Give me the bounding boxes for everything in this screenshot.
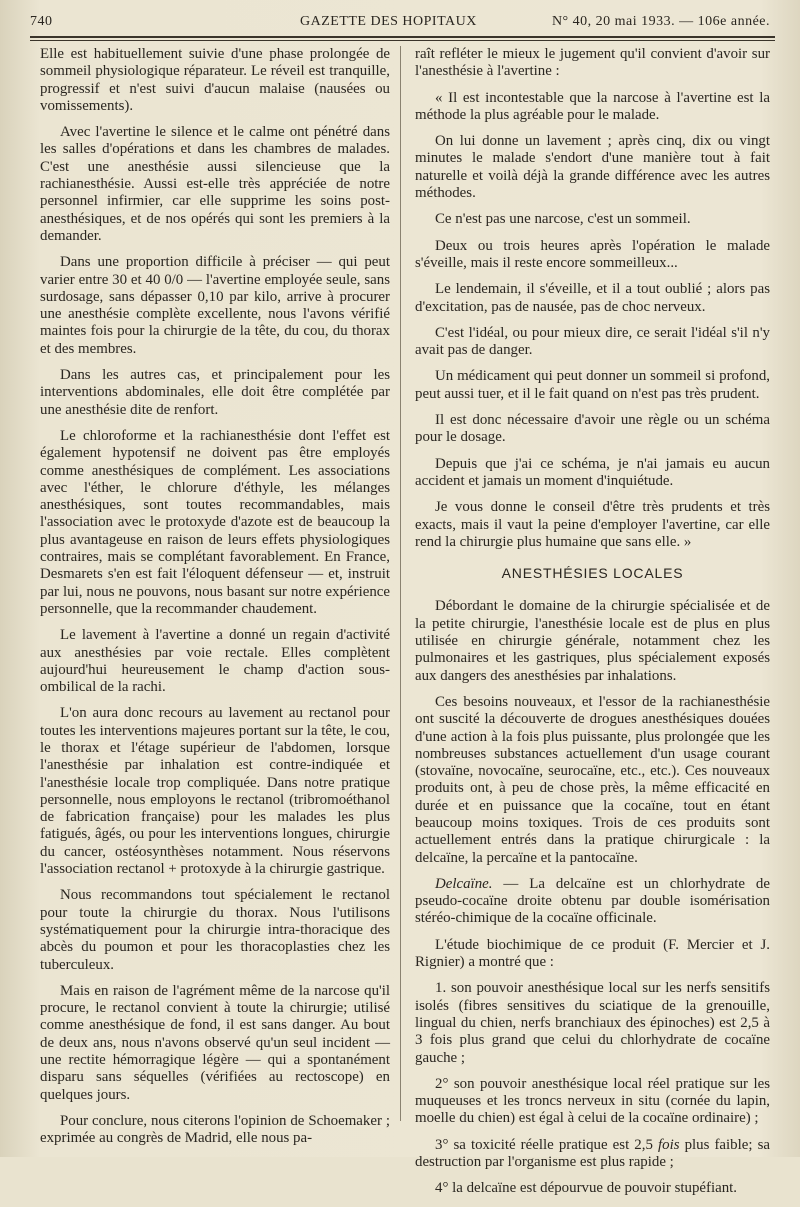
list-item	[415, 1137, 770, 1172]
list-item: 1. son pouvoir anesthésique local sur les nerfs sensitifs isolés (fibres sensitives du sciatique de la grenouille, lingual du chien, nerfs branchiaux des épinoches) est 2,5 à 3 fois plus grand que celui du chlorhydrate de cocaïne gauche ;	[415, 980, 770, 1066]
paragraph: raît refléter le mieux le jugement qu'il convient d'avoir sur l'anesthésie à l'avertine :	[415, 46, 770, 80]
column-separator	[400, 46, 401, 1121]
quote-paragraph: Le lendemain, il s'éveille, et il a tout oublié ; alors pas d'excitation, pas de nausée, pas de choc nerveux.	[415, 281, 770, 315]
quote-paragraph: Deux ou trois heures après l'opération le malade s'éveille, mais il reste encore sommeilleux...	[415, 237, 770, 271]
paragraph: Le chloroforme et la rachianesthésie dont l'effet est également hypotensif ne doivent pas être employés comme anesthésiques de complément. Les associations avec l'éther, le chlorure d'éthyle, les mélanges anesthésiques, sont toutes recommandables, mais l'association avec le protoxyde d'azote est de beaucoup la plus avantageuse en raison de leurs effets physiologiques contraires, mais se complétant favorablement. En France, Desmarets s'en est fait l'éloquent défenseur — et, instruit par lui, nous ne pouvons, nous basant sur notre expérience personnelle, que la recommander chaudement.	[40, 427, 390, 617]
paragraph: Dans les autres cas, et principalement pour les interventions abdominales, elle doit être complétée par une anesthésie dite de renfort.	[40, 367, 390, 418]
header-rule-thick	[30, 36, 775, 38]
toxicity-rest: plus faible; sa destruction par l'organisme est plus rapide ;	[415, 1136, 770, 1171]
quote-paragraph: On lui donne un lavement ; après cinq, dix ou vingt minutes le malade s'endort d'une manière tout à fait naturelle et voilà déjà la grande différence avec les autres méthodes.	[415, 133, 770, 202]
toxicity-lead: 3° sa toxicité réelle pratique est 2,5	[435, 1136, 658, 1153]
right-column	[415, 46, 770, 1207]
page-header	[30, 10, 770, 34]
quote-paragraph: Un médicament qui peut donner un sommeil si profond, peut aussi tuer, et il le fait quand on n'est pas très prudent.	[415, 368, 770, 402]
quote-paragraph: « Il est incontestable que la narcose à l'avertine est la méthode la plus agréable pour le malade.	[415, 89, 770, 123]
paragraph: Mais en raison de l'agrément même de la narcose qu'il procure, le rectanol convient à toute la chirurgie; utilisé comme anesthésique de fond, il est sans danger. Au bout de deux ans, nous n'avons observé qu'un seul incident — une rectite hémorragique légère — qui a spontanément disparu sans séquelles (vérifiées au rectoscope) en quelques jours.	[40, 982, 390, 1103]
left-column	[40, 46, 390, 1157]
paragraph: Avec l'avertine le silence et le calme ont pénétré dans les salles d'opérations et dans les chambres de malades. C'est une anesthésie aussi silencieuse que la rachianesthésie. Aussi est-elle très appréciée de notre personnel infirmier, car elle supprime les soins post-anesthésiques, et de nos opérés qui sont les premiers à la demander.	[40, 124, 390, 244]
paragraph: Elle est habituellement suivie d'une phase prolongée de sommeil physiologique réparateur. Le réveil est tranquille, progressif et n'est suivi d'aucun malaise (nausées ou vomissements).	[40, 46, 390, 114]
paragraph: Nous recommandons tout spécialement le rectanol pour toute la chirurgie du thorax. Nous l'utilisons systématiquement pour la chirurgie intra-thoracique des abcès du poumon et pour les thoracoplasties chez les tuberculeux.	[40, 887, 390, 973]
paragraph: Le lavement à l'avertine a donné un regain d'activité aux anesthésies par voie rectale. Elles complètent aujourd'hui heureusement le champ d'action sous-ombilical de la rachi.	[40, 627, 390, 696]
quote-paragraph: Depuis que j'ai ce schéma, je n'ai jamais eu aucun accident et jamais un moment d'inquiétude.	[415, 455, 770, 489]
quote-paragraph: Je vous donne le conseil d'être très prudents et très exacts, mais il vaut la peine d'employer l'avertine, car elle rend la chirurgie plus humaine que sans elle. »	[415, 499, 770, 550]
paragraph: Ces besoins nouveaux, et l'essor de la rachianesthésie ont suscité la découverte de drogues anesthésiques douées d'une action à la fois plus puissante, plus prolongée que les nombreuses substances actuellement d'un usage courant (stovaïne, novocaïne, seurocaïne, etc., etc.). Ces nouveaux produits ont, à peu de chose près, la même efficacité en durée et en puissance que la cocaïne, tout en étant beaucoup moins toxiques. Trois de ces produits sont actuellement entrés dans la pratique chirurgicale : la delcaïne, la percaïne et la pantocaïne.	[415, 693, 770, 866]
issue-info: N° 40, 20 mai 1933. — 106e année.	[551, 14, 770, 29]
section-heading: ANESTHÉSIES LOCALES	[501, 565, 684, 582]
list-item: 2° son pouvoir anesthésique local réel pratique sur les muqueuses et les troncs nerveux in situ (cornée du lapin, moelle du chien) est égal à celui de la cocaïne ordinaire) ;	[415, 1075, 770, 1127]
list-item: 4° la delcaïne est dépourvue de pouvoir stupéfiant.	[435, 1180, 738, 1197]
paragraph: L'étude biochimique de ce produit (F. Mercier et J. Rignier) a montré que :	[415, 936, 770, 971]
delcaine-term: Delcaïne.	[435, 875, 493, 892]
paragraph: L'on aura donc recours au lavement au rectanol pour toutes les interventions majeures portant sur la tête, le cou, le thorax et l'étage supérieur de l'abdomen, lorsque l'anesthésie par inhalation est contre-indiquée et l'anesthésie locale trop compliquée. Dans notre pratique personnelle, nous employons le rectanol (tribromoéthanol de fabrication française) pour les malades les plus fatigués, âgés, ou pour les interventions longues, chirurgie du cancer, ostéosynthèses notamment. Nous réservons l'association rectanol + protoxyde à la chirurgie gastrique.	[40, 705, 390, 878]
page-number: 740	[30, 14, 53, 29]
delcaine-paragraph	[415, 876, 770, 928]
quote-paragraph: Ce n'est pas une narcose, c'est un sommeil.	[435, 211, 691, 228]
toxicity-fois: fois	[657, 1136, 680, 1153]
journal-title: GAZETTE DES HOPITAUX	[300, 14, 477, 29]
paragraph: Dans une proportion difficile à préciser — qui peut varier entre 30 et 40 0/0 — l'avertine employée seule, sans surdosage, sans dépasser 0,10 par kilo, arrive à procurer une anesthésie complète excellente, nous l'avons vérifié maintes fois pour la chirurgie de la tête, du cou, du thorax et des membres.	[40, 254, 390, 357]
delcaine-text: — La delcaïne est un chlorhydrate de pseudo-cocaïne droite obtenu par double isomérisation stéréo-chimique de la cocaïne officinale.	[415, 875, 770, 927]
header-rule-thin	[30, 40, 775, 41]
quote-paragraph: Il est donc nécessaire d'avoir une règle ou un schéma pour le dosage.	[415, 412, 770, 446]
paragraph: Débordant le domaine de la chirurgie spécialisée et de la petite chirurgie, l'anesthésie locale est de plus en plus utilisée en chirurgie générale, notamment chez les pulmonaires et les gastriques, plus spécialement exposés aux dangers des anesthésies par inhalations.	[415, 598, 770, 684]
quote-paragraph: C'est l'idéal, ou pour mieux dire, ce serait l'idéal s'il n'y avait pas de danger.	[415, 324, 770, 359]
paragraph: Pour conclure, nous citerons l'opinion de Schoemaker ; exprimée au congrès de Madrid, elle nous pa-	[40, 1112, 390, 1147]
